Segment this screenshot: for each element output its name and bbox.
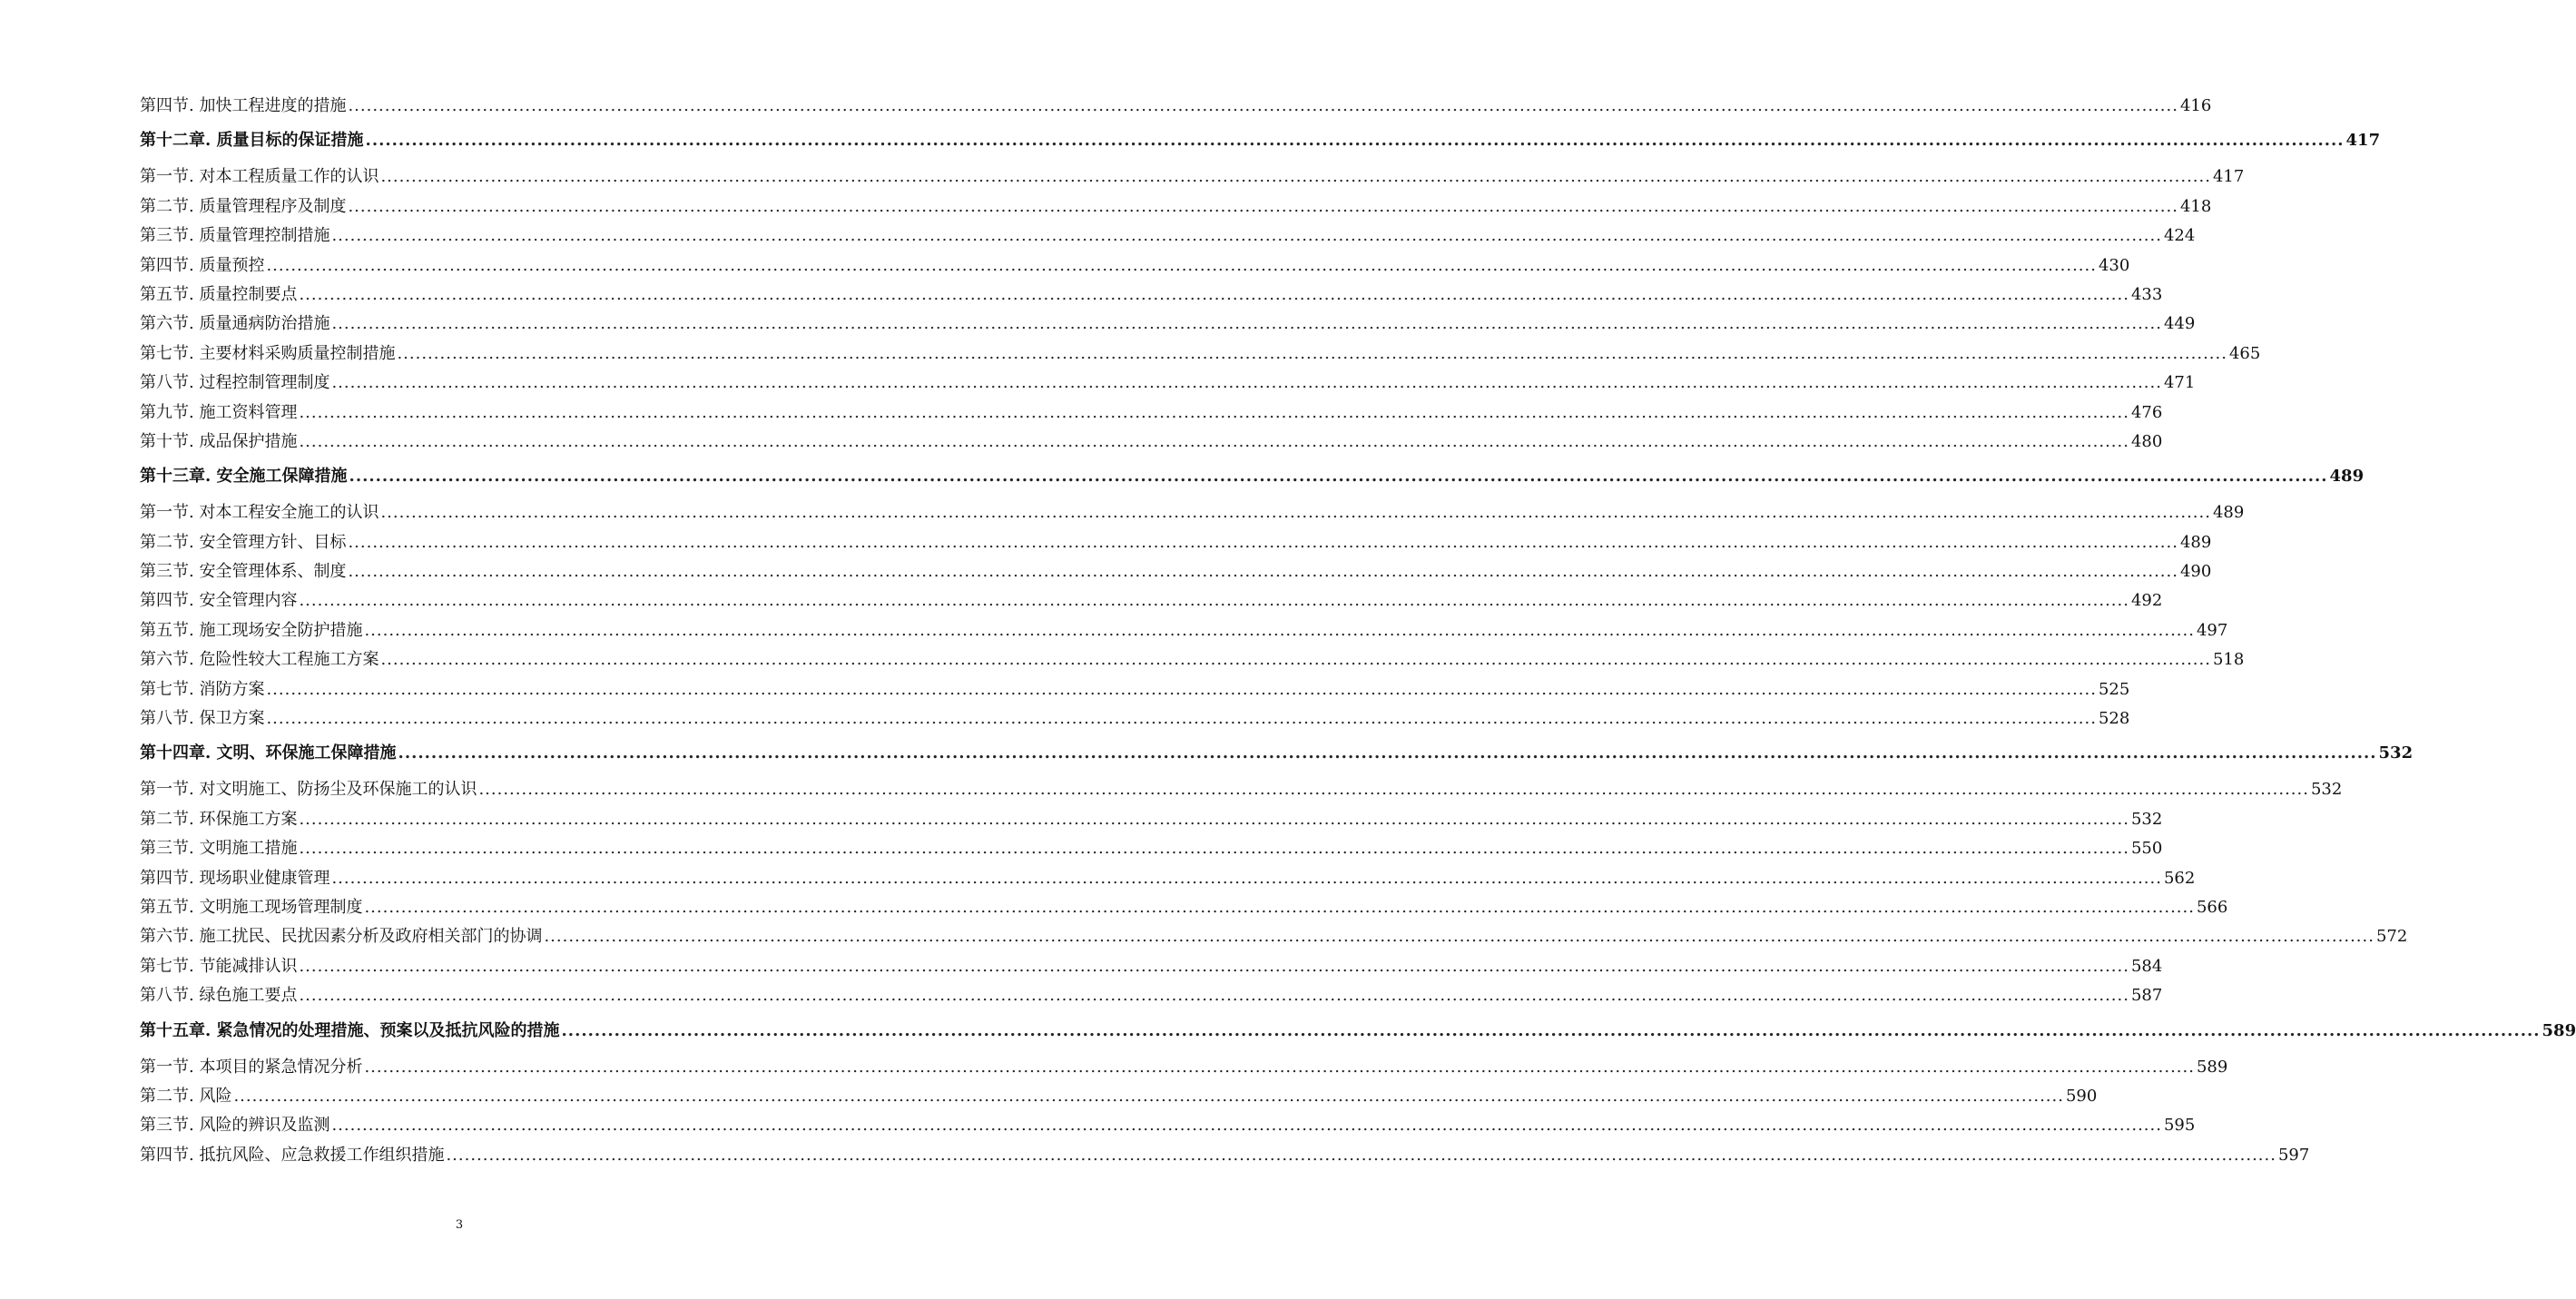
toc-entry-page: 490 <box>2179 562 2212 582</box>
toc-chapter-entry[interactable] <box>140 1016 2576 1047</box>
toc-section-entry[interactable] <box>140 310 2196 339</box>
toc-section-entry[interactable] <box>140 586 2163 615</box>
toc-entry-page: 566 <box>2196 897 2228 917</box>
toc-entry-page: 480 <box>2130 431 2163 451</box>
toc-entry-page: 528 <box>2098 709 2130 729</box>
toc-dot-leader: ............................................................................................................................................................................................................................................................................................................ <box>380 503 2211 523</box>
toc-entry-page: 584 <box>2130 956 2163 976</box>
table-of-contents <box>140 92 2576 1170</box>
toc-entry-title: 第七节. 节能减排认识 <box>140 956 298 976</box>
toc-entry-title: 第十五章. 紧急情况的处理措施、预案以及抵抗风险的措施 <box>140 1020 560 1040</box>
toc-section-entry[interactable] <box>140 704 2130 733</box>
toc-dot-leader: ............................................................................................................................................................................................................................................................................................................ <box>380 650 2211 670</box>
toc-section-entry[interactable] <box>140 952 2163 981</box>
toc-dot-leader: ............................................................................................................................................................................................................................................................................................................ <box>331 373 2162 393</box>
toc-entry-page: 590 <box>2065 1086 2098 1106</box>
toc-section-entry[interactable] <box>140 645 2245 674</box>
toc-entry-title: 第一节. 对本工程安全施工的认识 <box>140 503 379 523</box>
toc-entry-title: 第十三章. 安全施工保障措施 <box>140 467 348 487</box>
toc-entry-title: 第三节. 安全管理体系、制度 <box>140 562 347 582</box>
toc-entry-page: 532 <box>2378 743 2414 763</box>
toc-dot-leader: ............................................................................................................................................................................................................................................................................................................ <box>299 839 2129 859</box>
toc-dot-leader: ............................................................................................................................................................................................................................................................................................................ <box>561 1020 2541 1040</box>
toc-section-entry[interactable] <box>140 893 2228 922</box>
toc-dot-leader: ............................................................................................................................................................................................................................................................................................................ <box>299 809 2129 829</box>
toc-dot-leader: ............................................................................................................................................................................................................................................................................................................ <box>331 226 2162 246</box>
toc-section-entry[interactable] <box>140 805 2163 834</box>
toc-dot-leader: ............................................................................................................................................................................................................................................................................................................ <box>380 167 2211 187</box>
toc-dot-leader: ............................................................................................................................................................................................................................................................................................................ <box>544 927 2374 947</box>
toc-section-entry[interactable] <box>140 981 2163 1010</box>
toc-section-entry[interactable] <box>140 428 2163 457</box>
toc-dot-leader: ............................................................................................................................................................................................................................................................................................................ <box>365 131 2345 151</box>
toc-dot-leader: ............................................................................................................................................................................................................................................................................................................ <box>299 431 2129 451</box>
toc-dot-leader: ............................................................................................................................................................................................................................................................................................................ <box>331 314 2162 334</box>
toc-entry-page: 550 <box>2130 839 2163 859</box>
toc-entry-page: 532 <box>2130 809 2163 829</box>
toc-section-entry[interactable] <box>140 369 2196 398</box>
toc-entry-title: 第四节. 抵抗风险、应急救援工作组织措施 <box>140 1145 445 1165</box>
toc-entry-title: 第八节. 绿色施工要点 <box>140 986 298 1006</box>
toc-section-entry[interactable] <box>140 162 2245 192</box>
toc-entry-page: 476 <box>2130 402 2163 422</box>
toc-dot-leader: ............................................................................................................................................................................................................................................................................................................ <box>348 562 2178 582</box>
toc-dot-leader: ............................................................................................................................................................................................................................................................................................................ <box>364 897 2195 917</box>
toc-entry-page: 518 <box>2212 650 2245 670</box>
toc-entry-page: 572 <box>2375 927 2408 947</box>
toc-section-entry[interactable] <box>140 834 2163 863</box>
toc-chapter-entry[interactable] <box>140 125 2381 156</box>
toc-section-entry[interactable] <box>140 864 2196 893</box>
toc-entry-page: 532 <box>2310 780 2343 800</box>
toc-section-entry[interactable] <box>140 675 2130 704</box>
toc-dot-leader: ............................................................................................................................................................................................................................................................................................................ <box>266 679 2097 699</box>
toc-entry-title: 第三节. 风险的辨识及监测 <box>140 1116 330 1136</box>
toc-section-entry[interactable] <box>140 775 2343 804</box>
toc-entry-page: 430 <box>2098 255 2130 275</box>
toc-dot-leader: ............................................................................................................................................................................................................................................................................................................ <box>299 956 2129 976</box>
toc-entry-title: 第三节. 文明施工措施 <box>140 839 298 859</box>
toc-section-entry[interactable] <box>140 92 2212 121</box>
toc-section-entry[interactable] <box>140 340 2261 369</box>
toc-dot-leader: ............................................................................................................................................................................................................................................................................................................ <box>331 1116 2162 1136</box>
toc-entry-title: 第十二章. 质量目标的保证措施 <box>140 131 364 151</box>
toc-entry-title: 第八节. 保卫方案 <box>140 709 265 729</box>
toc-dot-leader: ............................................................................................................................................................................................................................................................................................................ <box>299 402 2129 422</box>
toc-entry-title: 第十节. 成品保护措施 <box>140 431 298 451</box>
toc-entry-page: 489 <box>2329 467 2365 487</box>
toc-entry-title: 第四节. 现场职业健康管理 <box>140 868 330 888</box>
toc-entry-page: 424 <box>2163 226 2196 246</box>
toc-section-entry[interactable] <box>140 922 2408 951</box>
toc-entry-title: 第二节. 风险 <box>140 1086 232 1106</box>
toc-entry-page: 417 <box>2345 131 2381 151</box>
toc-entry-title: 第五节. 质量控制要点 <box>140 284 298 304</box>
toc-entry-title: 第六节. 施工扰民、民扰因素分析及政府相关部门的协调 <box>140 927 543 947</box>
toc-entry-page: 418 <box>2179 196 2212 216</box>
toc-dot-leader: ............................................................................................................................................................................................................................................................................................................ <box>266 709 2097 729</box>
toc-dot-leader: ............................................................................................................................................................................................................................................................................................................ <box>364 620 2195 640</box>
toc-section-entry[interactable] <box>140 498 2245 527</box>
toc-entry-page: 589 <box>2196 1057 2228 1077</box>
toc-section-entry[interactable] <box>140 1141 2310 1170</box>
toc-entry-page: 587 <box>2130 986 2163 1006</box>
toc-entry-title: 第一节. 对本工程质量工作的认识 <box>140 167 379 187</box>
toc-entry-page: 489 <box>2212 503 2245 523</box>
toc-entry-title: 第七节. 主要材料采购质量控制措施 <box>140 343 396 363</box>
toc-entry-page: 465 <box>2228 343 2261 363</box>
toc-entry-title: 第九节. 施工资料管理 <box>140 402 298 422</box>
toc-dot-leader: ............................................................................................................................................................................................................................................................................................................ <box>299 284 2129 304</box>
toc-section-entry[interactable] <box>140 280 2163 310</box>
toc-dot-leader: ............................................................................................................................................................................................................................................................................................................ <box>349 467 2328 487</box>
toc-chapter-entry[interactable] <box>140 738 2414 769</box>
toc-section-entry[interactable] <box>140 1111 2196 1140</box>
toc-entry-title: 第七节. 消防方案 <box>140 679 265 699</box>
toc-entry-title: 第二节. 质量管理程序及制度 <box>140 196 347 216</box>
toc-section-entry[interactable] <box>140 616 2228 645</box>
toc-entry-title: 第四节. 质量预控 <box>140 255 265 275</box>
toc-entry-page: 433 <box>2130 284 2163 304</box>
toc-entry-page: 589 <box>2542 1020 2576 1040</box>
toc-entry-page: 562 <box>2163 868 2196 888</box>
toc-section-entry[interactable] <box>140 1053 2228 1082</box>
toc-entry-title: 第八节. 过程控制管理制度 <box>140 373 330 393</box>
toc-entry-title: 第一节. 本项目的紧急情况分析 <box>140 1057 363 1077</box>
toc-section-entry[interactable] <box>140 557 2212 586</box>
toc-dot-leader: ............................................................................................................................................................................................................................................................................................................ <box>348 532 2178 552</box>
toc-dot-leader: ............................................................................................................................................................................................................................................................................................................ <box>364 1057 2195 1077</box>
toc-entry-title: 第二节. 环保施工方案 <box>140 809 298 829</box>
toc-dot-leader: ............................................................................................................................................................................................................................................................................................................ <box>233 1086 2064 1106</box>
toc-entry-page: 417 <box>2212 167 2245 187</box>
toc-entry-title: 第三节. 质量管理控制措施 <box>140 226 330 246</box>
toc-section-entry[interactable] <box>140 528 2212 557</box>
toc-section-entry[interactable] <box>140 251 2130 280</box>
toc-entry-page: 597 <box>2277 1145 2310 1165</box>
toc-section-entry[interactable] <box>140 1082 2098 1111</box>
toc-dot-leader: ............................................................................................................................................................................................................................................................................................................ <box>478 780 2309 800</box>
toc-dot-leader: ............................................................................................................................................................................................................................................................................................................ <box>331 868 2162 888</box>
toc-entry-page: 416 <box>2179 96 2212 115</box>
toc-dot-leader: ............................................................................................................................................................................................................................................................................................................ <box>397 343 2227 363</box>
toc-entry-title: 第五节. 文明施工现场管理制度 <box>140 897 363 917</box>
toc-entry-title: 第一节. 对文明施工、防扬尘及环保施工的认识 <box>140 780 477 800</box>
toc-dot-leader: ............................................................................................................................................................................................................................................................................................................ <box>266 255 2097 275</box>
toc-dot-leader: ............................................................................................................................................................................................................................................................................................................ <box>348 96 2178 115</box>
toc-entry-page: 489 <box>2179 532 2212 552</box>
toc-entry-title: 第四节. 安全管理内容 <box>140 591 298 611</box>
toc-entry-page: 449 <box>2163 314 2196 334</box>
toc-entry-page: 471 <box>2163 373 2196 393</box>
toc-dot-leader: ............................................................................................................................................................................................................................................................................................................ <box>299 591 2129 611</box>
toc-dot-leader: ............................................................................................................................................................................................................................................................................................................ <box>446 1145 2276 1165</box>
toc-entry-title: 第六节. 质量通病防治措施 <box>140 314 330 334</box>
toc-entry-title: 第二节. 安全管理方针、目标 <box>140 532 347 552</box>
toc-entry-page: 497 <box>2196 620 2228 640</box>
page-number: 3 <box>455 1218 464 1232</box>
toc-entry-page: 525 <box>2098 679 2130 699</box>
toc-section-entry[interactable] <box>140 399 2163 428</box>
toc-dot-leader: ............................................................................................................................................................................................................................................................................................................ <box>348 196 2178 216</box>
toc-chapter-entry[interactable] <box>140 461 2365 492</box>
toc-entry-title: 第五节. 施工现场安全防护措施 <box>140 620 363 640</box>
toc-section-entry[interactable] <box>140 192 2212 221</box>
toc-entry-page: 595 <box>2163 1116 2196 1136</box>
toc-entry-title: 第六节. 危险性较大工程施工方案 <box>140 650 379 670</box>
toc-dot-leader: ............................................................................................................................................................................................................................................................................................................ <box>398 743 2377 763</box>
toc-entry-title: 第十四章. 文明、环保施工保障措施 <box>140 743 397 763</box>
toc-section-entry[interactable] <box>140 221 2196 251</box>
toc-entry-title: 第四节. 加快工程进度的措施 <box>140 96 347 115</box>
toc-dot-leader: ............................................................................................................................................................................................................................................................................................................ <box>299 986 2129 1006</box>
toc-entry-page: 492 <box>2130 591 2163 611</box>
